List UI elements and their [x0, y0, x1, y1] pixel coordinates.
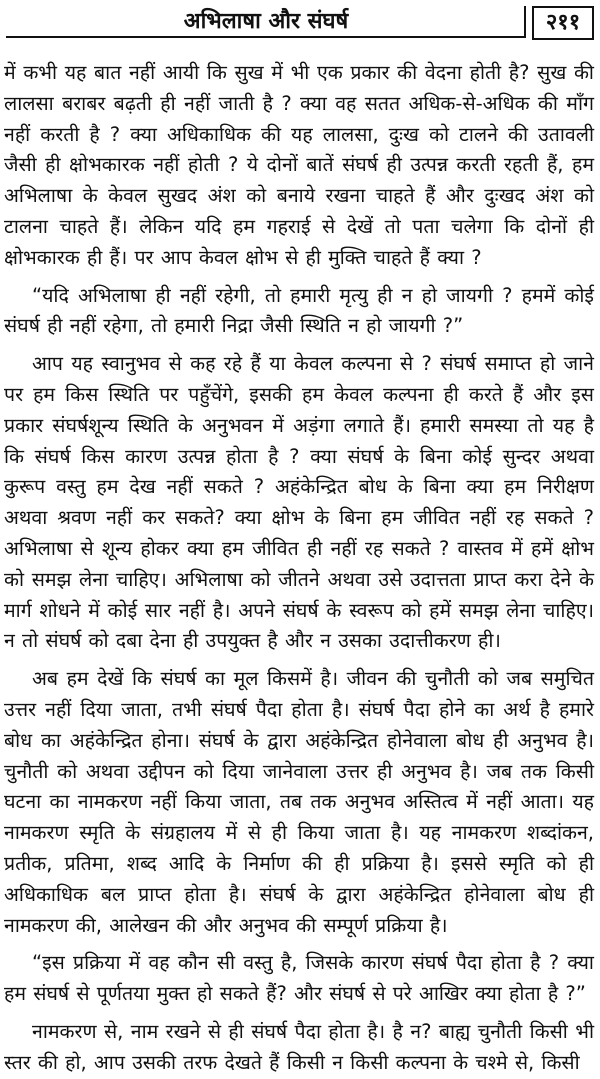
page-header: [6, 6, 594, 40]
header-title-frame: [6, 6, 526, 38]
chapter-title: अभिलाषा और संघर्ष: [183, 9, 349, 34]
quote-paragraph: “इस प्रक्रिया में वह कौन सी वस्तु है, जिसके कारण संघर्ष पैदा होता है ? क्या हम संघर्ष से पूर्णतया मुक्त हो सकते हैं? और संघर्ष से परे आखिर क्या होता है ?”: [4, 951, 594, 1006]
paragraph: आप यह स्वानुभव से कह रहे हैं या केवल कल्पना से ? संघर्ष समाप्त हो जाने पर हम किस स्थिति पर पहुँचेंगे, इसकी हम केवल कल्पना ही करते हैं और इस प्रकार संघर्षशून्य स्थिति के अनुभवन में अड़ंगा लगाते हैं। हमारी समस्या तो यह है कि संघर्ष किस कारण उत्पन्न होता है ? क्या संघर्ष के बिना कोई सुन्दर अथवा कुरूप वस्तु हम देख नहीं सकते ? अहंकेन्द्रित बोध के बिना क्या हम निरीक्षण अथवा श्रवण नहीं कर सकते? क्या क्षोभ के बिना हम जीवित नहीं रह सकते ? अभिलाषा से शून्य होकर क्या हम जीवित ही नहीं रह सकते ? वास्तव में हमें क्षोभ को समझ लेना चाहिए। अभिलाषा को जीतने अथवा उसे उदात्तता प्राप्त करा देने के मार्ग शोधने में कोई सार नहीं है। अपने संघर्ष के स्वरूप को हमें समझ लेना चाहिए। न तो संघर्ष को दबा देना ही उपयुक्त है और न उसका उदात्तीकरण ही।: [4, 352, 594, 653]
paragraph: में कभी यह बात नहीं आयी कि सुख में भी एक प्रकार की वेदना होती है? सुख की लालसा बराबर बढ़ती ही नहीं जाती है ? क्या वह सतत अधिक-से-अधिक की माँग नहीं करती है ? क्या अधिकाधिक की यह लालसा, दुःख को टालने की उतावली जैसी ही क्षोभकारक नहीं होती ? ये दोनों बातें संघर्ष ही उत्पन्न करती रहती हैं, हम अभिलाषा के केवल सुखद अंश को बनाये रखना चाहते हैं और दुःखद अंश को टालना चाहते हैं। लेकिन यदि हम गहराई से देखें तो पता चलेगा कि दोनों ही क्षोभकारक ही हैं। पर आप केवल क्षोभ से ही मुक्ति चाहते हैं क्या ?: [4, 61, 594, 269]
page-body: [4, 58, 594, 1079]
paragraph: अब हम देखें कि संघर्ष का मूल किसमें है। जीवन की चुनौती को जब समुचित उत्तर नहीं दिया जाता, तभी संघर्ष पैदा होता है। संघर्ष पैदा होने का अर्थ है हमारे बोध का अहंकेन्द्रित होना। संघर्ष के द्वारा अहंकेन्द्रित होनेवाला बोध ही अनुभव है। चुनौती को अथवा उद्दीपन को दिया जानेवाला उत्तर ही अनुभव है। जब तक किसी घटना का नामकरण नहीं किया जाता, तब तक अनुभव अस्तित्व में नहीं आता। यह नामकरण स्मृति के संग्रहालय में से ही किया जाता है। यह नामकरण शब्दांकन, प्रतीक, प्रतिमा, शब्द आदि के निर्माण की ही प्रक्रिया है। इससे स्मृति को ही अधिकाधिक बल प्राप्त होता है। संघर्ष के द्वारा अहंकेन्द्रित होनेवाला बोध ही नामकरण की, आलेखन की और अनुभव की सम्पूर्ण प्रक्रिया है।: [4, 667, 594, 937]
paragraph: नामकरण से, नाम रखने से ही संघर्ष पैदा होता है। है न? बाह्य चुनौती किसी भी स्तर की हो, आप उसकी तरफ देखते हैं किसी न किसी कल्पना के चश्मे से, किसी: [4, 1019, 594, 1074]
page-number: २११: [532, 6, 594, 40]
quote-paragraph: “यदि अभिलाषा ही नहीं रहेगी, तो हमारी मृत्यु ही न हो जायगी ? हममें कोई संघर्ष ही नहीं रहेगा, तो हमारी निद्रा जैसी स्थिति न हो जायगी ?”: [4, 283, 594, 338]
